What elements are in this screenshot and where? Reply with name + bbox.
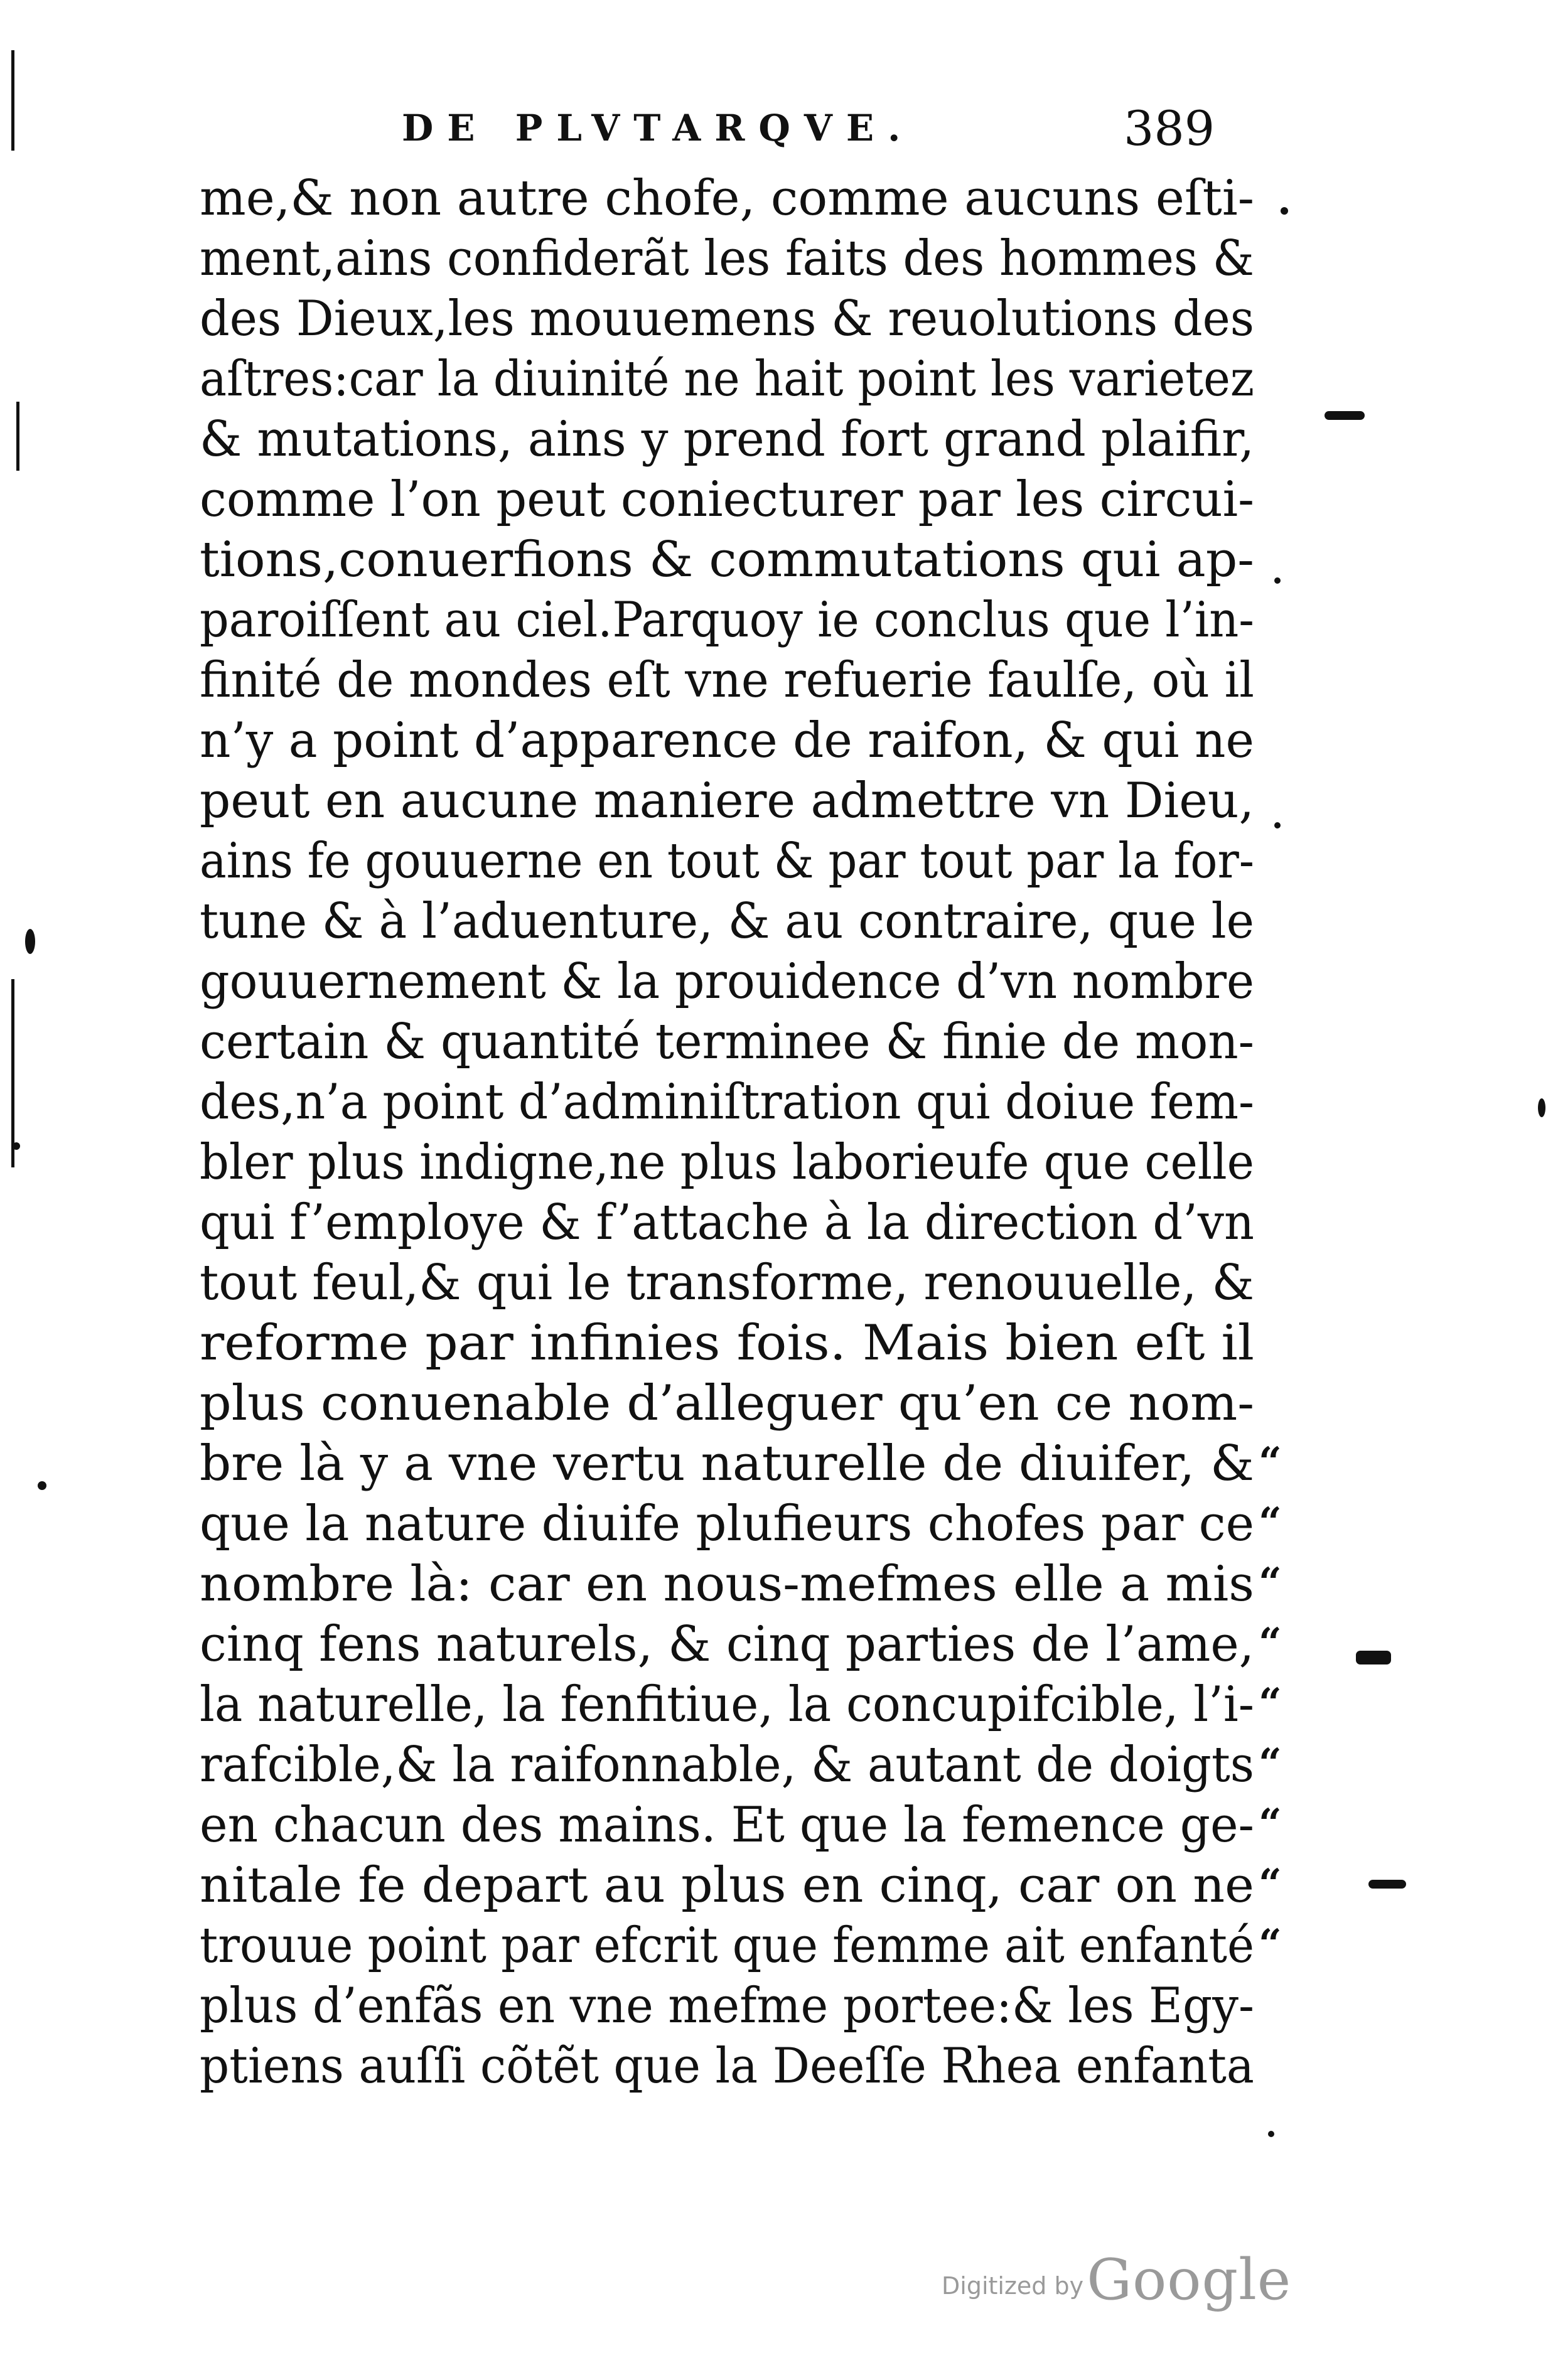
margin-speck — [1281, 207, 1288, 215]
text-line: bler plus indigne,ne plus laborieufe que celle — [200, 1134, 1254, 1191]
margin-speck — [1538, 1098, 1545, 1117]
text-line: ains fe gouuerne en tout & par tout par la for- — [200, 833, 1254, 889]
text-line: paroiſſent au ciel.Parquoy ie conclus que l’in- — [200, 592, 1254, 648]
text-line: des Dieux,les mouuemens & reuolutions des — [200, 291, 1254, 347]
running-head: DE PLVTARQVE. — [402, 107, 915, 149]
digitized-by-text: Digitized by — [942, 2272, 1084, 2300]
margin-dash — [1368, 1880, 1406, 1889]
quote-mark: “ — [1259, 1680, 1282, 1727]
text-line: aſtres:car la diuinité ne hait point les varietez — [200, 351, 1254, 407]
text-line: ment,ains confiderãt les faits des hommes & — [200, 230, 1254, 287]
text-line: trouue point par efcrit que femme ait enfanté — [200, 1917, 1254, 1974]
text-line: n’y a point d’apparence de raifon, & qui ne — [200, 712, 1254, 769]
text-line: peut en aucune maniere admettre vn Dieu, — [200, 773, 1254, 829]
text-line: me,& non autre chofe, comme aucuns eſti- — [200, 170, 1254, 227]
text-line: rafcible,& la raifonnable, & autant de doigts — [200, 1737, 1254, 1793]
text-line: des,n’a point d’adminiſtration qui doiue fem- — [200, 1074, 1254, 1130]
margin-speck — [1274, 577, 1281, 584]
text-line: bre là y a vne vertu naturelle de diuifer, & — [200, 1435, 1254, 1492]
quote-mark: “ — [1259, 1559, 1282, 1606]
text-line: certain & quantité terminee & finie de mon- — [200, 1014, 1254, 1070]
quote-mark: “ — [1259, 1860, 1282, 1907]
quote-mark: “ — [1259, 1439, 1282, 1486]
margin-rule — [16, 402, 19, 471]
margin-speck — [13, 1142, 20, 1150]
text-line: nitale fe depart au plus en cinq, car on ne — [200, 1857, 1254, 1914]
text-line: en chacun des mains. Et que la femence ge- — [200, 1797, 1254, 1853]
digitized-watermark — [942, 2247, 1291, 2313]
text-line: qui f’employe & f’attache à la direction d’vn — [200, 1194, 1254, 1251]
text-line: gouuernement & la prouidence d’vn nombre — [200, 953, 1254, 1010]
quote-mark: “ — [1259, 1740, 1282, 1787]
text-line: reforme par infinies fois. Mais bien eſt il — [200, 1315, 1254, 1371]
margin-dash — [1325, 411, 1365, 420]
text-line: tune & à l’aduenture, & au contraire, que le — [200, 893, 1254, 950]
margin-dash — [1356, 1651, 1391, 1664]
margin-rule — [11, 50, 14, 151]
text-line: nombre là: car en nous-mefmes elle a mis — [200, 1556, 1254, 1612]
quote-mark: “ — [1259, 1619, 1282, 1666]
quote-mark: “ — [1259, 1499, 1282, 1546]
text-line: tout feul,& qui le transforme, renouuelle, & — [200, 1255, 1254, 1311]
text-line: finité de mondes eſt vne refuerie faulſe, où il — [200, 652, 1254, 709]
text-line: plus d’enfãs en vne mefme portee:& les Egy- — [200, 1978, 1254, 2034]
margin-speck — [1268, 2131, 1274, 2137]
text-line: la naturelle, la fenfitiue, la concupifcible, l’i- — [200, 1676, 1254, 1733]
text-line: plus conuenable d’alleguer qu’en ce nom- — [200, 1375, 1254, 1432]
margin-rule — [11, 979, 14, 1167]
quote-mark: “ — [1259, 1800, 1282, 1847]
margin-speck — [38, 1481, 46, 1490]
text-line: ptiens auſſi cõtẽt que la Deeſſe Rhea enfanta — [200, 2038, 1254, 2094]
text-line: & mutations, ains y prend fort grand plaifir, — [200, 411, 1254, 468]
google-logo: Google — [1087, 2247, 1292, 2313]
text-line: comme l’on peut coniecturer par les circui- — [200, 471, 1254, 528]
text-line: que la nature diuife plufieurs chofes par ce — [200, 1496, 1254, 1552]
margin-speck — [1274, 822, 1281, 828]
quote-mark: “ — [1259, 1921, 1282, 1968]
text-line: cinq fens naturels, & cinq parties de l’ame, — [200, 1616, 1254, 1673]
page-number: 389 — [1124, 100, 1215, 156]
text-line: tions,conuerfions & commutations qui ap- — [200, 532, 1254, 588]
margin-speck — [25, 929, 35, 954]
